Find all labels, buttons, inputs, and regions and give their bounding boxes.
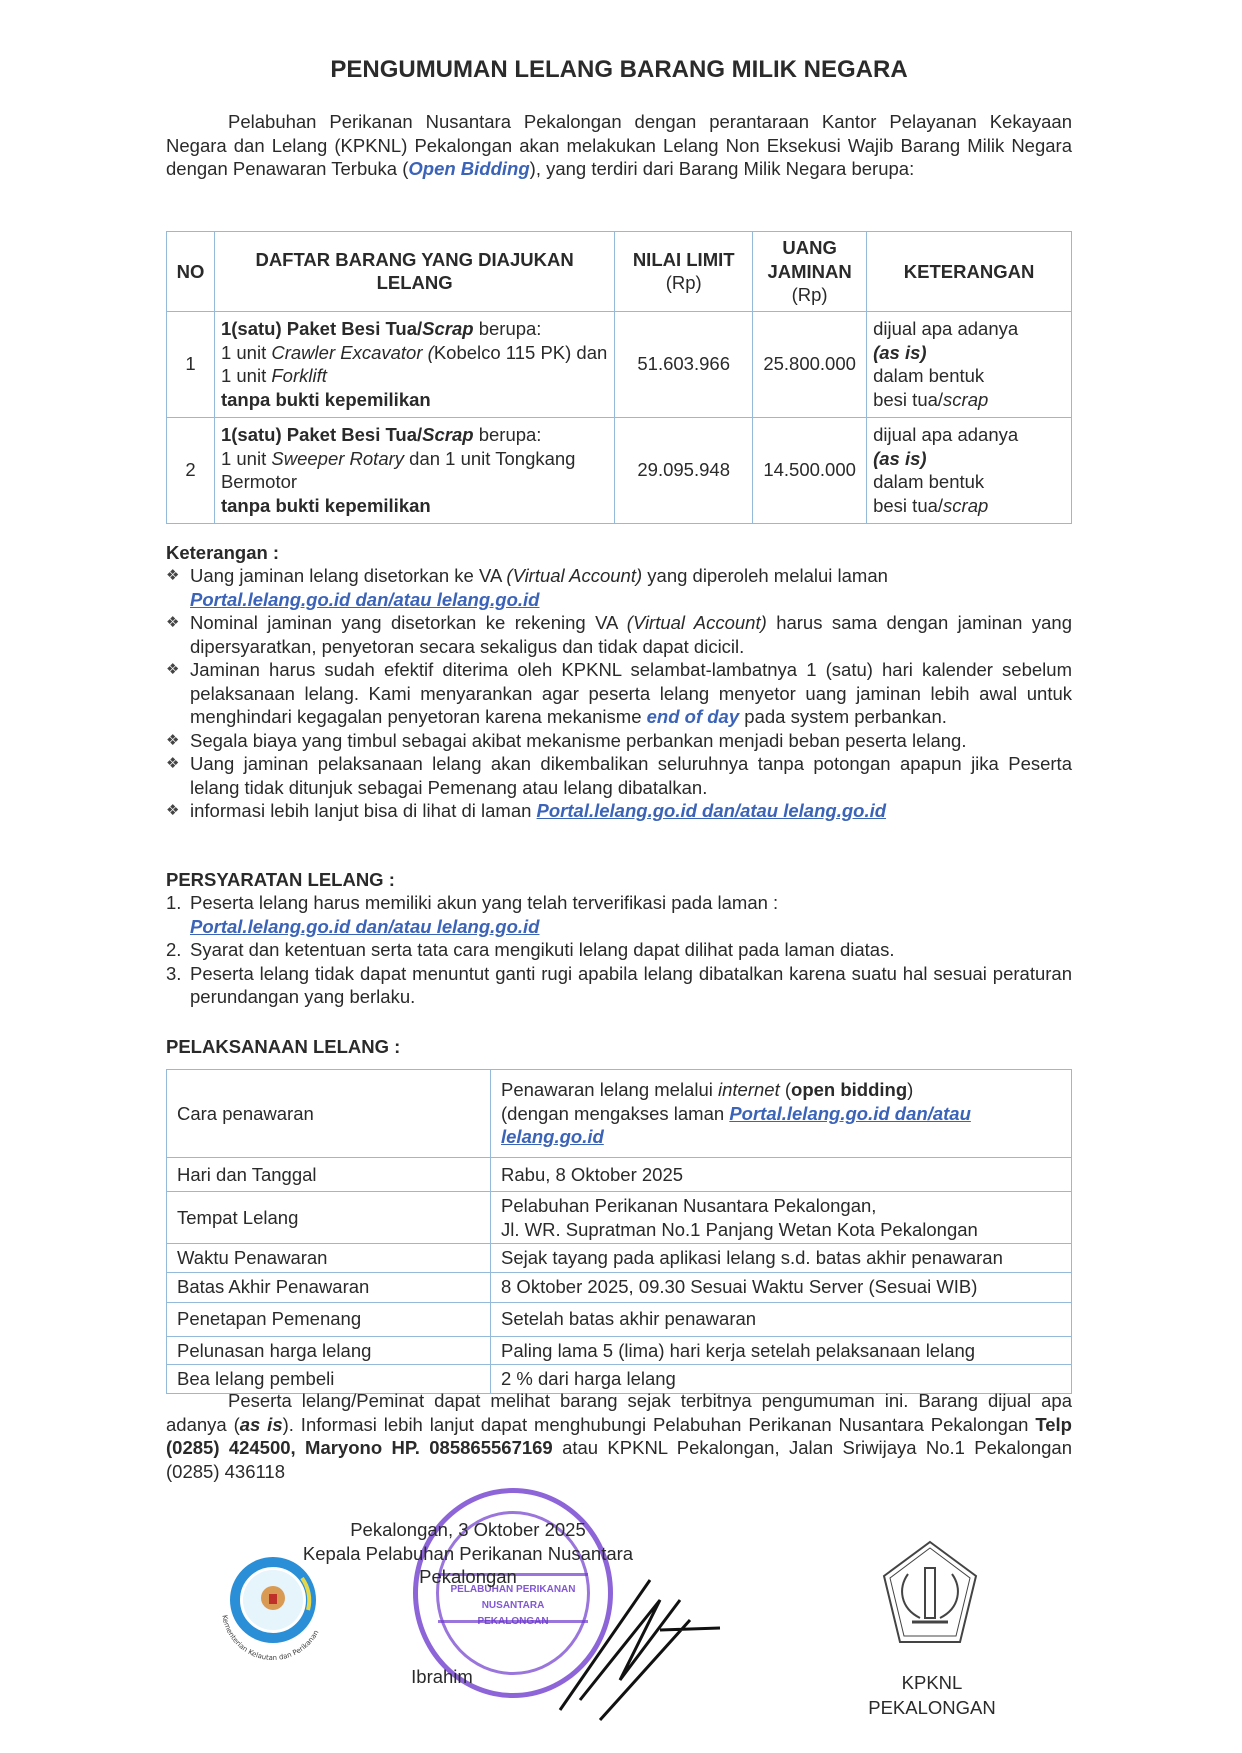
row-no: 1 <box>167 311 215 417</box>
row-label: Cara penawaran <box>167 1070 491 1158</box>
diamond-bullet-icon: ❖ <box>166 661 180 678</box>
table-row <box>167 1336 1072 1365</box>
list-item: ❖ Uang jaminan pelaksanaan lelang akan dikembalikan seluruhnya tanpa potongan apapun jika Peserta lelang tidak ditunjuk sebagai Pemenang atau lelang dibatalkan. <box>166 753 1072 798</box>
row-description: 1(satu) Paket Besi Tua/Scrap berupa: 1 unit Crawler Excavator (Kobelco 115 PK) dan 1 unit Forklift tanpa bukti kepemilikan <box>214 311 614 417</box>
diamond-bullet-icon: ❖ <box>166 567 180 584</box>
list-item: ❖ Jaminan harus sudah efektif diterima oleh KPKNL selambat-lambatnya 1 (satu) hari kalender sebelum pelaksanaan lelang. Kami menyarankan agar peserta lelang menyetor uang jaminan lebih awal untuk menghindari kegagalan penyetoran karena mekanisme end of day pada system perbankan. <box>166 659 1072 727</box>
row-value: Pelabuhan Perikanan Nusantara Pekalongan, Jl. WR. Supratman No.1 Panjang Wetan Kota Pekalongan <box>491 1192 1072 1244</box>
row-value: Setelah batas akhir penawaran <box>491 1302 1072 1336</box>
kemenkeu-logo <box>880 1538 980 1648</box>
diamond-bullet-icon: ❖ <box>166 802 180 819</box>
row-label: Pelunasan harga lelang <box>167 1336 491 1365</box>
header-keterangan: KETERANGAN <box>867 232 1072 312</box>
row-label: Penetapan Pemenang <box>167 1302 491 1336</box>
table-row <box>167 311 1072 417</box>
header-jaminan: UANG JAMINAN (Rp) <box>753 232 867 312</box>
header-no: NO <box>167 232 215 312</box>
list-item: ❖ informasi lebih lanjut bisa di lihat di laman Portal.lelang.go.id dan/atau lelang.go.id <box>166 800 887 821</box>
table-row <box>167 1302 1072 1336</box>
kpknl-label: KPKNL PEKALONGAN <box>868 1672 996 1718</box>
row-description: 1(satu) Paket Besi Tua/Scrap berupa: 1 unit Sweeper Rotary dan 1 unit Tongkang Bermotor tanpa bukti kepemilikan <box>214 417 614 523</box>
diamond-bullet-icon: ❖ <box>166 731 180 749</box>
row-label: Batas Akhir Penawaran <box>167 1272 491 1302</box>
row-keterangan: dijual apa adanya (as is) dalam bentuk besi tua/scrap <box>867 417 1072 523</box>
pelaksanaan-heading: PELAKSANAAN LELANG : <box>166 1036 401 1057</box>
official-stamp: PELABUHAN PERIKANAN NUSANTARA PEKALONGAN <box>413 1488 613 1698</box>
portal-lelang-link[interactable]: Portal.lelang.go.id dan/atau <box>729 1102 971 1124</box>
row-label: Waktu Penawaran <box>167 1244 491 1273</box>
lelang-link[interactable]: lelang.go.id <box>501 1126 604 1148</box>
row-no: 2 <box>167 417 215 523</box>
signature-position-2: Pekalongan <box>419 1566 517 1587</box>
persyaratan-heading: PERSYARATAN LELANG : <box>166 869 395 890</box>
row-value: 2 % dari harga lelang <box>491 1365 1072 1394</box>
row-value: Rabu, 8 Oktober 2025 <box>491 1158 1072 1192</box>
row-value: Penawaran lelang melalui internet (open bidding) (dengan mengakses laman Portal.lelang.go.id dan/atau lelang.go.id <box>491 1070 1072 1158</box>
signer-name: Ibrahim <box>411 1666 473 1687</box>
row-jaminan: 14.500.000 <box>753 417 867 523</box>
row-value: Sejak tayang pada aplikasi lelang s.d. batas akhir penawaran <box>491 1244 1072 1273</box>
keterangan-list <box>166 564 1072 823</box>
closing-paragraph: Peserta lelang/Peminat dapat melihat barang sejak terbitnya pengumuman ini. Barang dijual apa adanya (as is). Informasi lebih lanjut dapat menghubungi Pelabuhan Perikanan Nusantara Pekalongan Telp (0285) 424500, Maryono HP. 085865567169 atau KPKNL Pekalongan, Jalan Sriwijaya No.1 Pekalongan (0285) 436118 <box>166 1390 1073 1482</box>
header-limit: NILAI LIMIT (Rp) <box>615 232 753 312</box>
row-value: Paling lama 5 (lima) hari kerja setelah pelaksanaan lelang <box>491 1336 1072 1365</box>
handwritten-signature <box>540 1560 730 1730</box>
list-item: 3. Peserta lelang tidak dapat menuntut ganti rugi apabila lelang dibatalkan karena suatu hal sesuai peraturan perundangan yang berlaku. <box>166 962 1072 1007</box>
keterangan-heading: Keterangan : <box>166 542 280 563</box>
intro-paragraph: Pelabuhan Perikanan Nusantara Pekalongan dengan perantaraan Kantor Pelayanan Kekayaan Negara dan Lelang (KPKNL) Pekalongan akan melakukan Lelang Non Eksekusi Wajib Barang Milik Negara dengan Penawaran Terbuka (Open Bidding), yang terdiri dari Barang Milik Negara berupa: <box>166 111 1072 179</box>
row-jaminan: 25.800.000 <box>753 311 867 417</box>
row-value: 8 Oktober 2025, 09.30 Sesuai Waktu Server (Sesuai WIB) <box>491 1272 1072 1302</box>
table-row <box>167 417 1072 523</box>
list-item: ❖ Nominal jaminan yang disetorkan ke rekening VA (Virtual Account) harus sama dengan jaminan yang dipersyaratkan, penyetoran secara sekaligus dan tidak dapat dicicil. <box>166 612 1072 657</box>
list-item: ❖ Segala biaya yang timbul sebagai akibat mekanisme perbankan menjadi beban peserta lelang. <box>166 729 967 751</box>
pelaksanaan-table <box>166 1069 1072 1394</box>
list-item: ❖ Uang jaminan lelang disetorkan ke VA (Virtual Account) yang diperoleh melalui laman Portal.lelang.go.id dan/atau lelang.go.id <box>166 565 888 610</box>
row-limit: 29.095.948 <box>615 417 753 523</box>
header-desc: DAFTAR BARANG YANG DIAJUKAN LELANG <box>214 232 614 312</box>
table-row <box>167 1192 1072 1244</box>
row-label: Tempat Lelang <box>167 1192 491 1244</box>
diamond-bullet-icon: ❖ <box>166 755 180 772</box>
page-title: PENGUMUMAN LELANG BARANG MILIK NEGARA <box>330 56 908 83</box>
portal-lelang-link[interactable]: Portal.lelang.go.id dan/atau lelang.go.id <box>190 915 540 937</box>
list-item: 1. Peserta lelang harus memiliki akun yang telah terverifikasi pada laman : Portal.lelang.go.id dan/atau lelang.go.id <box>166 892 779 937</box>
portal-lelang-link[interactable]: Portal.lelang.go.id dan/atau lelang.go.id <box>190 588 540 610</box>
row-label: Hari dan Tanggal <box>167 1158 491 1192</box>
row-label: Bea lelang pembeli <box>167 1365 491 1394</box>
svg-text:Kementerian Kelautan dan Perik: Kementerian Kelautan dan Perikanan <box>220 1614 321 1663</box>
table-row <box>167 1272 1072 1302</box>
portal-lelang-link[interactable]: Portal.lelang.go.id dan/atau lelang.go.id <box>536 800 887 821</box>
table-row <box>167 1244 1072 1273</box>
row-limit: 51.603.966 <box>615 311 753 417</box>
diamond-bullet-icon: ❖ <box>166 614 180 631</box>
list-item: 2. Syarat dan ketentuan serta tata cara mengikuti lelang dapat dilihat pada laman diatas. <box>166 939 895 960</box>
items-table-header <box>167 232 1072 312</box>
signature-position: Kepala Pelabuhan Perikanan Nusantara <box>302 1542 634 1564</box>
table-row <box>167 1070 1072 1158</box>
row-keterangan: dijual apa adanya (as is) dalam bentuk besi tua/scrap <box>867 311 1072 417</box>
table-row <box>167 1158 1072 1192</box>
signature-place-date: Pekalongan, 3 Oktober 2025 <box>350 1519 586 1540</box>
persyaratan-list <box>166 891 1072 1009</box>
items-table <box>166 231 1072 524</box>
open-bidding-term: Open Bidding <box>408 158 530 179</box>
